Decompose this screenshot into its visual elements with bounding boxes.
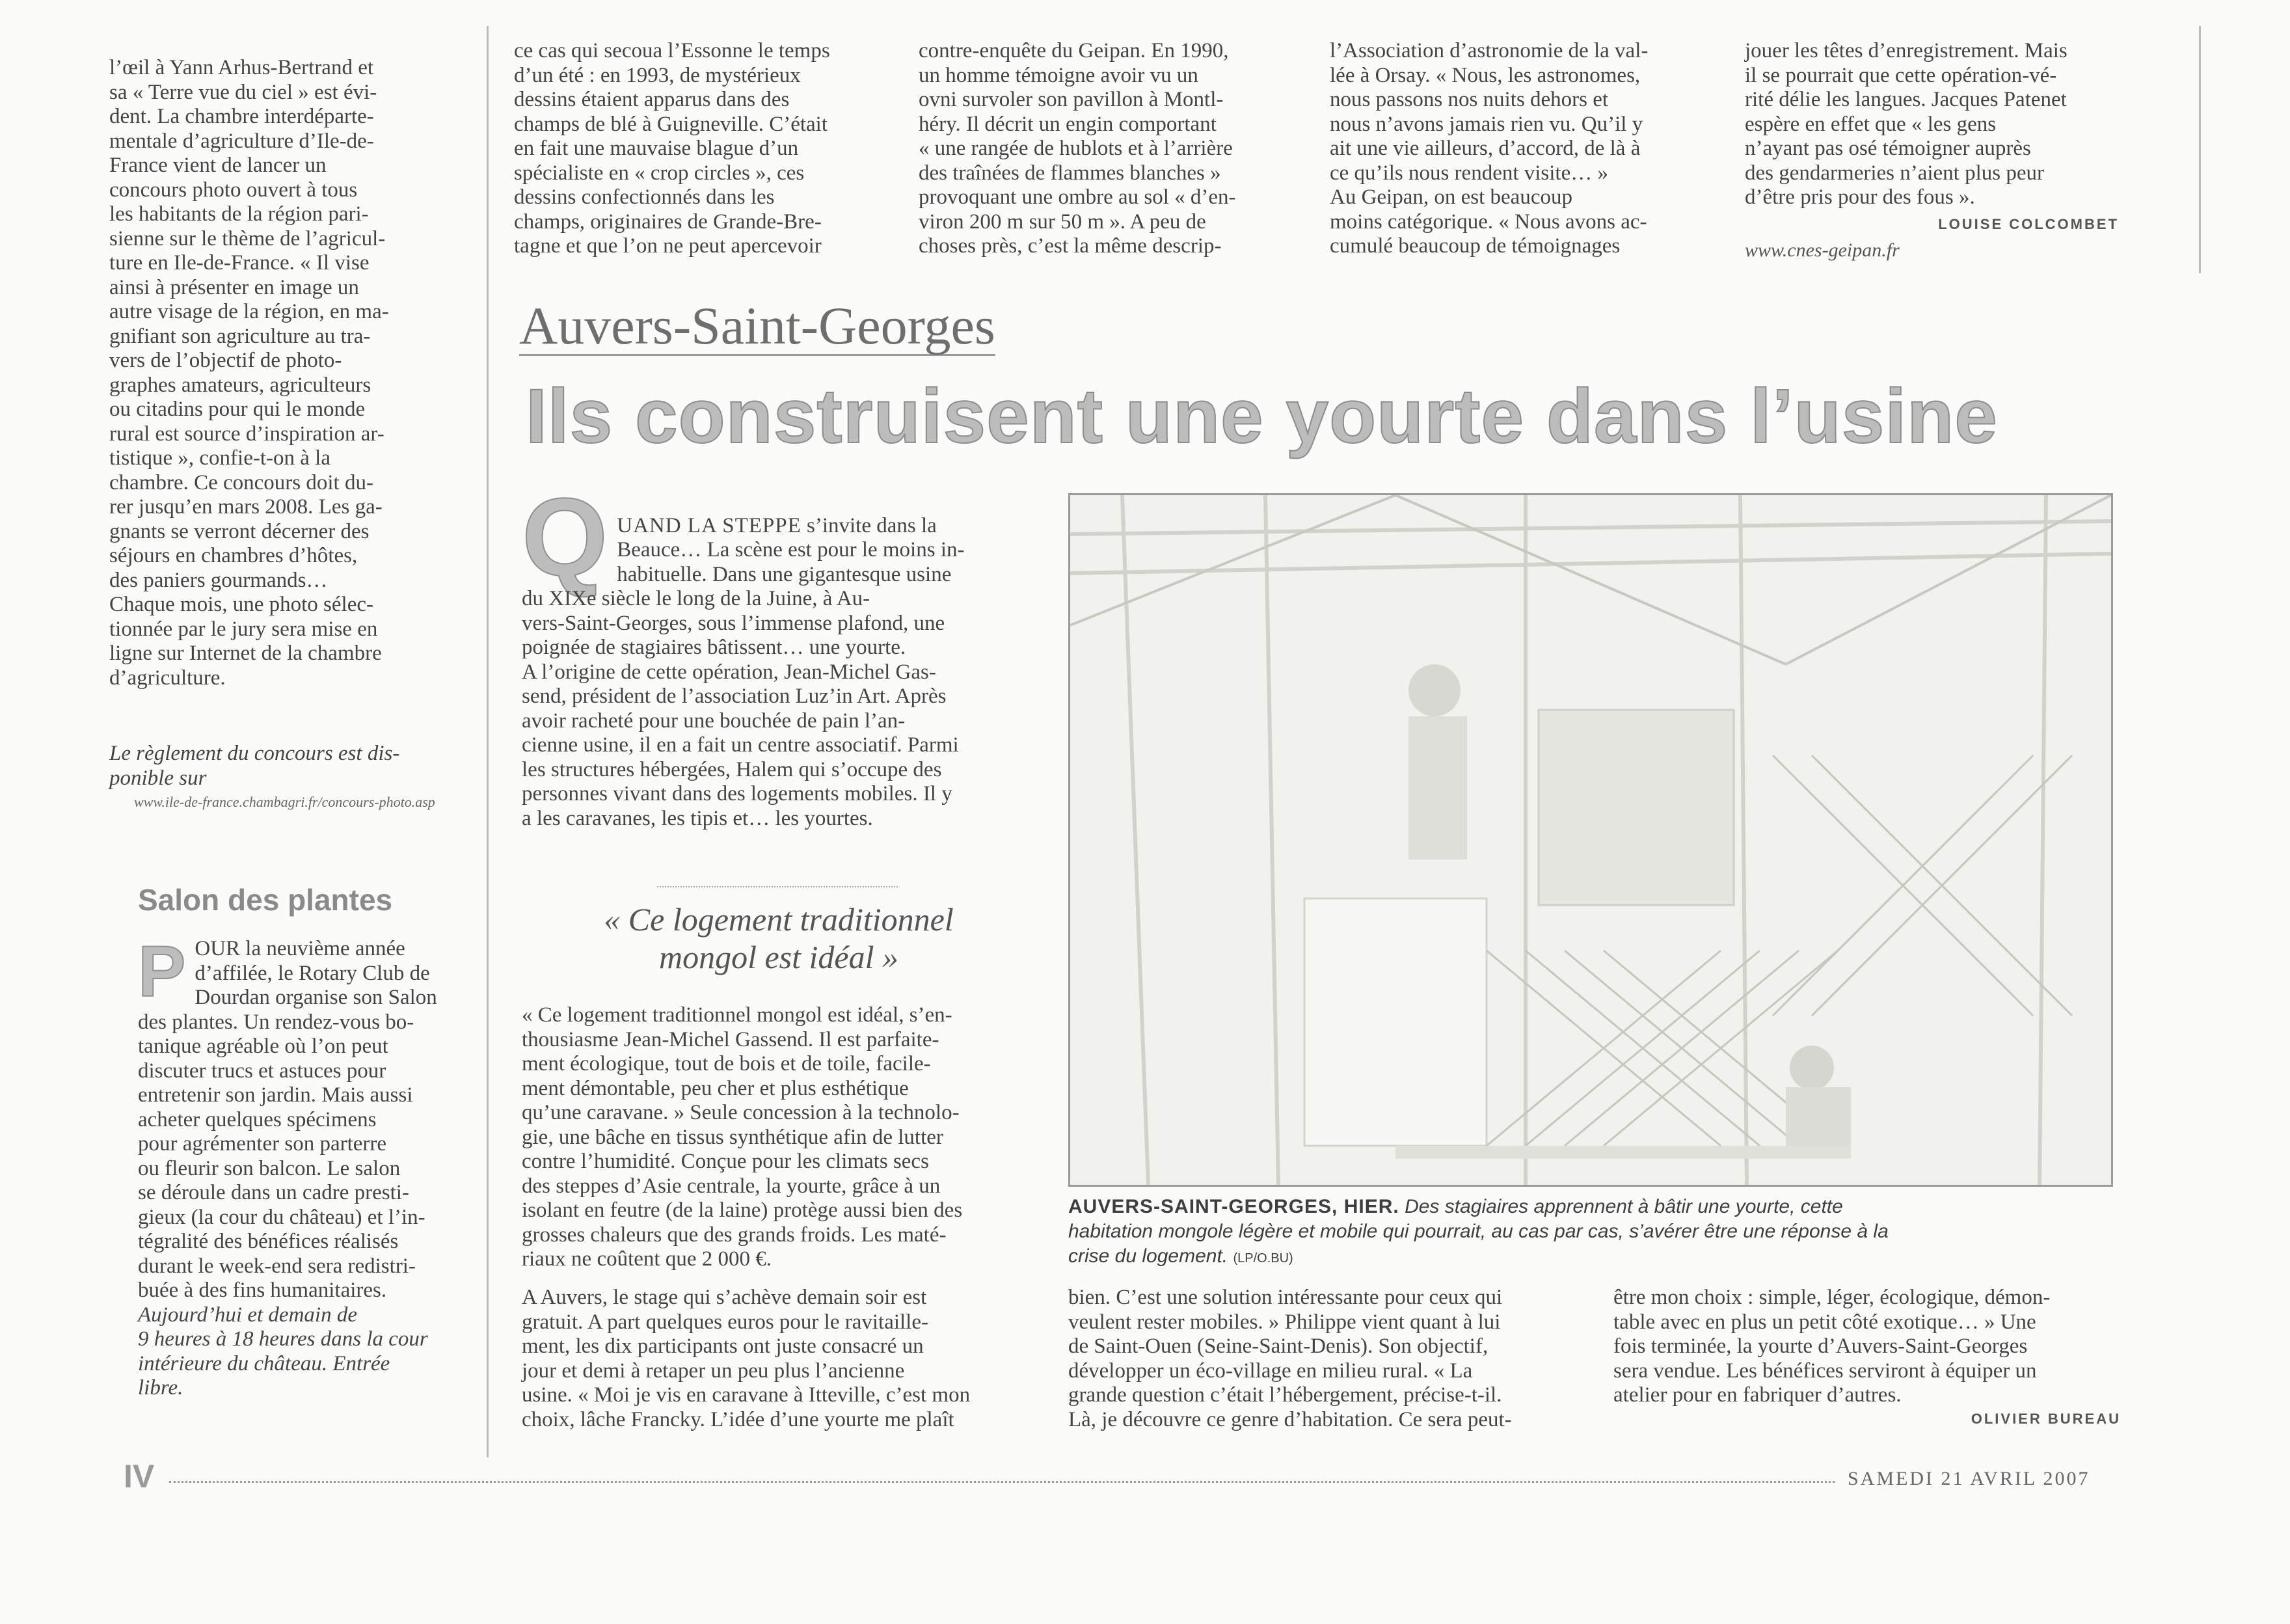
pull-quote-rule xyxy=(657,886,898,887)
article-kicker: Auvers-Saint-Georges xyxy=(519,296,995,355)
article-column-right: être mon choix : simple, léger, écologique, démon- table avec en plus un petit côté exotique… » Une fois terminée, la yourte d’Auvers-Saint-Georges sera vendue. Les bénéfices serviront à équiper un atelier pour en fabriquer d’autres. xyxy=(1613,1286,2051,1407)
salon-text: OUR la neuvième année d’affilée, le Rotary Club de Dourdan organise son Salon des plantes. Un rendez-vous bo- tanique agréable où l’on peut discuter trucs et astuces pour entretenir son jardin. Mais aussi acheter quelques spécimens pour agrémenter son parterre ou fleurir son balcon. Le salon se déroule dans un cadre presti- gieux (la cour du château) et l’in- tégralité des bénéfices réalisés durant le week-end sera redistri- buée à des fins humanitaires. xyxy=(138,937,437,1302)
top-column-2: ce cas qui secoua l’Essonne le temps d’un été : en 1993, de mystérieux dessins étaient apparus dans des champs de blé à Guigneville. C’était en fait une mauvaise blague d’un spécialiste en « crop circles », ces dessins confectionnés dans les champs, originaires de Grande-Bre- tagne et que l’on ne peut apercevoir xyxy=(514,39,830,258)
yurt-photo-illustration xyxy=(1070,495,2111,1185)
footer-dotted-rule xyxy=(169,1481,1835,1483)
article-column-mid: bien. C’est une solution intéressante pour ceux qui veulent rester mobiles. » Philippe vient quant à lui de Saint-Ouen (Seine-Saint-Denis). Son objectif, développer un éco-village en milieu rural. « La grande question c’était l’hébergement, précise-t-il. Là, je découvre ce genre d’habitation. Ce sera peut- xyxy=(1068,1286,1512,1431)
top-column-5: jouer les têtes d’enregistrement. Mais il se pourrait que cette opération-vé- rité délie les langues. Jacques Patenet espère en effet que « les gens n’ayant pas osé témoigner auprès des gendarmeries n’aient plus peur d’être pris pour des fous ». xyxy=(1745,39,2068,209)
salon-title: Salon des plantes xyxy=(138,883,393,917)
top-column-5-signature: LOUISE COLCOMBET xyxy=(1938,216,2119,232)
article-lead-smallcaps: UAND LA STEPPE xyxy=(617,513,801,537)
column-rule-left xyxy=(487,26,489,1457)
article-signature: OLIVIER BUREAU xyxy=(1971,1411,2121,1427)
salon-note: Aujourd’hui et demain de 9 heures à 18 heures dans la cour intérieure du château. Entrée libre. xyxy=(138,1303,428,1400)
left-column-text: l’œil à Yann Arhus-Bertrand et sa « Terre vue du ciel » est évi- dent. La chambre interdéparte- mentale d’agriculture d’Ile-de- France vient de lancer un concours photo ouvert à tous les habitants de la région pari- sienne sur le thème de l’agricul- ture en Ile-de-France. « Il vise ainsi à présenter en image un autre visage de la région, en ma- gnifiant son agriculture au tra- vers de l’objectif de photo- graphes amateurs, agriculteurs ou citadins pour qui le monde rural est source d’inspiration ar- tistique », confie-t-on à la chambre. Ce concours doit du- rer jusqu’en mars 2008. Les ga- gnants se verront décerner des séjours en chambres d’hôtes, des paniers gourmands… Chaque mois, une photo sélec- tionnée par le jury sera mise en ligne sur Internet de la chambre d’agriculture. xyxy=(109,56,389,690)
footer-date: SAMEDI 21 AVRIL 2007 xyxy=(1848,1468,2090,1489)
geipan-url: www.cnes-geipan.fr xyxy=(1745,239,1900,261)
article-lead-text: s’invite dans la Beauce… La scène est pour le moins in- habituelle. Dans une gigantesque usine du XIXe siècle le long de la Juine, à Au- vers-Saint-Georges, sous l’immense plafond, une poignée de stagiaires bâtissent… une yourte. xyxy=(522,513,965,659)
page-folio: IV xyxy=(124,1458,155,1495)
photo-credit: (LP/O.BU) xyxy=(1233,1251,1293,1265)
salon-block xyxy=(138,932,470,1401)
left-column-note: Le règlement du concours est dis- ponible sur xyxy=(109,742,400,790)
caption-lead: AUVERS-SAINT-GEORGES, HIER. xyxy=(1068,1196,1399,1217)
salon-dropcap: P xyxy=(138,932,186,1012)
article-paragraph-3: « Ce logement traditionnel mongol est idéal, s’en- thousiasme Jean-Michel Gassend. Il est parfaite- ment écologique, tout de bois et de toile, facile- ment démontable, peu cher et plus esthétique qu’une caravane. » Seule concession à la technolo- gie, une bâche en tissus synthétique afin de lutter contre l’humidité. Conçue pour les climats secs des steppes d’Asie centrale, la yourte, grâce à un isolant en feutre (de la laine) protège aussi bien des grosses chaleurs que des grands froids. Les maté- riaux ne coûtent que 2 000 €. xyxy=(522,1003,963,1271)
column-rule-right xyxy=(2199,26,2201,273)
article-lead-block xyxy=(522,476,1036,831)
article-paragraph-2: A l’origine de cette opération, Jean-Michel Gas- send, président de l’association Luz’in Art. Après avoir racheté pour une bouchée de pain l’an- cienne usine, il en a fait un centre associatif. Parmi les structures hébergées, Halem qui s’occupe des personnes vivant dans des logements mobiles. Il y a les caravanes, les tipis et… les yourtes. xyxy=(522,660,959,830)
pull-quote: « Ce logement traditionnel mongol est idéal » xyxy=(604,901,954,975)
photo-caption xyxy=(1068,1195,2122,1271)
top-column-4: l’Association d’astronomie de la val- lée à Orsay. « Nous, les astronomes, nous passons nos nuits dehors et nous n’avons jamais rien vu. Qu’il y ait une vie ailleurs, d’accord, de là à ce qu’ils nous rendent visite… » Au Geipan, on est beaucoup moins catégorique. « Nous avons ac- cumulé beaucoup de témoignages xyxy=(1330,39,1649,258)
article-paragraph-4: A Auvers, le stage qui s’achève demain soir est gratuit. A part quelques euros pour le ravitaille- ment, les dix participants ont juste consacré un jour et demi à retaper un peu plus l’ancienne usine. « Moi je vis en caravane à Itteville, c’est mon choix, lâche Francky. L’idée d’une yourte me plaît xyxy=(522,1286,971,1431)
caption-text: Des stagiaires apprennent à bâtir une yourte, cette habitation mongole légère et mobile qui pourrait, au cas par cas, s’avérer être une réponse à la crise du logement. xyxy=(1068,1196,1889,1267)
left-column-url: www.ile-de-france.chambagri.fr/concours-photo.asp xyxy=(134,794,435,810)
top-column-3: contre-enquête du Geipan. En 1990, un homme témoigne avoir vu un ovni survoler son pavillon à Montl- héry. Il décrit un engin comportant « une rangée de hublots et à l’arrière des traînées de flammes blanches » provoquant une ombre au sol « d’en- viron 200 m sur 50 m ». A peu de choses près, c’est la même descrip- xyxy=(919,39,1236,258)
article-photo xyxy=(1068,493,2113,1187)
article-headline: Ils construisent une yourte dans l’usine xyxy=(526,373,1998,459)
article-dropcap: Q xyxy=(522,476,608,599)
